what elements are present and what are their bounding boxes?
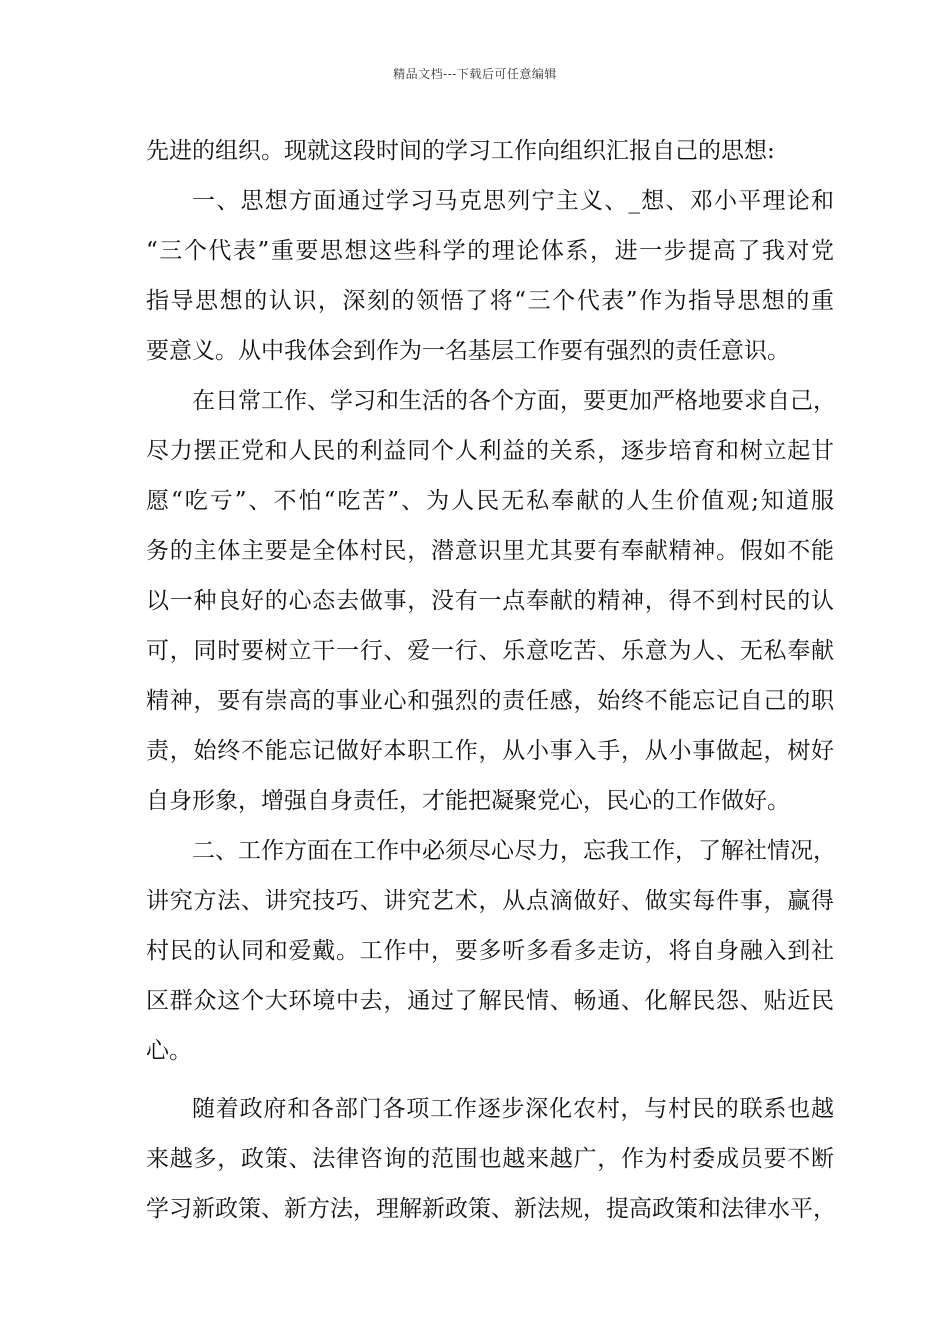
paragraph-line: 指导思想的认识，深刻的领悟了将“三个代表”作为指导思想的重 — [146, 288, 834, 314]
paragraph-line: 村民的认同和爱戴。工作中，要多听多看多走访，将自身融入到社 — [146, 938, 834, 964]
page-header: 精品文档---下载后可任意编辑 — [393, 67, 557, 81]
paragraph-line: 二、工作方面在工作中必须尽心尽力，忘我工作，了解社情况， — [192, 838, 836, 864]
paragraph-line: 责，始终不能忘记做好本职工作，从小事入手，从小事做起，树好 — [146, 738, 834, 764]
paragraph-line: 讲究方法、讲究技巧、讲究艺术，从点滴做好、做实每件事，赢得 — [146, 888, 834, 914]
paragraph-line: 学习新政策、新方法，理解新政策、新法规，提高政策和法律水平， — [146, 1196, 836, 1222]
paragraph-line: 精神，要有崇高的事业心和强烈的责任感，始终不能忘记自己的职 — [146, 688, 834, 714]
paragraph-line: 要意义。从中我体会到作为一名基层工作要有强烈的责任意识。 — [146, 338, 790, 364]
paragraph-line: “三个代表”重要思想这些科学的理论体系，进一步提高了我对党 — [146, 238, 834, 264]
paragraph-line: 以一种良好的心态去做事，没有一点奉献的精神，得不到村民的认 — [146, 588, 834, 614]
paragraph-line: 愿“吃亏”、不怕“吃苦”、为人民无私奉献的人生价值观;知道服 — [146, 488, 834, 514]
paragraph-line: 来越多，政策、法律咨询的范围也越来越广，作为村委成员要不断 — [146, 1146, 834, 1172]
paragraph-line: 先进的组织。现就这段时间的学习工作向组织汇报自己的思想: — [146, 138, 775, 164]
paragraph-line: 务的主体主要是全体村民，潜意识里尤其要有奉献精神。假如不能 — [146, 538, 834, 564]
document-body — [146, 126, 834, 1234]
paragraph-line: 心。 — [146, 1038, 192, 1064]
paragraph-line: 一、思想方面通过学习马克思列宁主义、_想、邓小平理论和 — [192, 188, 834, 214]
paragraph-gap — [146, 1076, 834, 1084]
paragraph-line: 尽力摆正党和人民的利益同个人利益的关系，逐步培育和树立起甘 — [146, 438, 834, 464]
paragraph-line: 自身形象，增强自身责任，才能把凝聚党心，民心的工作做好。 — [146, 788, 790, 814]
paragraph-line: 可，同时要树立干一行、爱一行、乐意吃苦、乐意为人、无私奉献 — [146, 638, 834, 664]
paragraph-line: 随着政府和各部门各项工作逐步深化农村，与村民的联系也越 — [192, 1096, 834, 1122]
paragraph-line: 在日常工作、学习和生活的各个方面，要更加严格地要求自己， — [192, 388, 836, 414]
paragraph-line: 区群众这个大环境中去，通过了解民情、畅通、化解民怨、贴近民 — [146, 988, 834, 1014]
